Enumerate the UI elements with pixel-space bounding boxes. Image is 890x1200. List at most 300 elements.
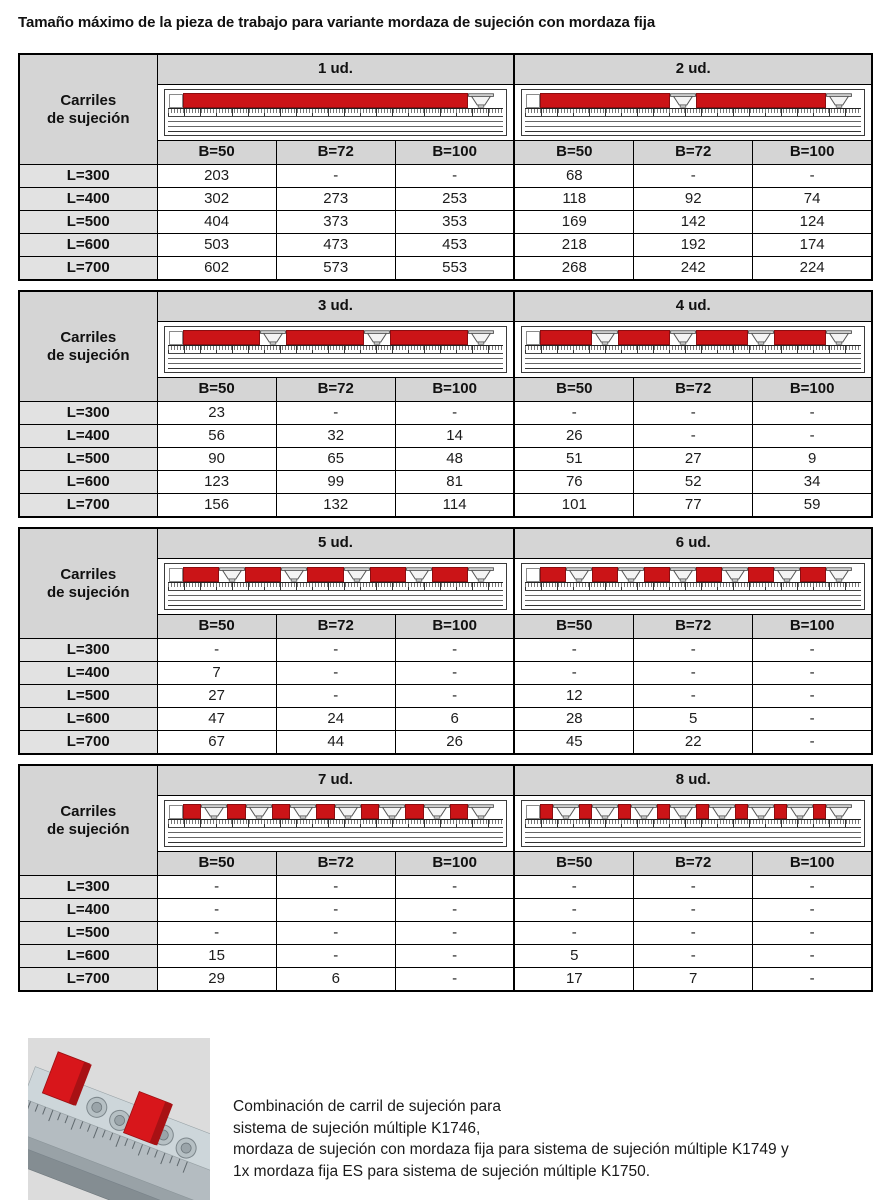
table-row (19, 402, 872, 425)
workpiece-bar (361, 804, 380, 819)
rail-profile-lines (525, 354, 861, 369)
workpiece-bar (540, 804, 553, 819)
data-cell: 74 (753, 188, 872, 211)
table-row (19, 708, 872, 731)
clamping-rail-table-1 (18, 53, 873, 281)
workpiece-bar (316, 804, 335, 819)
rail-end-notch (169, 568, 183, 582)
data-cell: - (157, 876, 276, 899)
data-cell: - (276, 876, 395, 899)
length-row-label: L=500 (19, 922, 157, 945)
length-row-label: L=400 (19, 425, 157, 448)
clamping-rail-table-4 (18, 764, 873, 992)
length-row-label: L=500 (19, 685, 157, 708)
data-cell: - (753, 945, 872, 968)
workpiece-bar (405, 804, 424, 819)
data-cell: 473 (276, 234, 395, 257)
data-cell: 6 (395, 708, 514, 731)
table-row (19, 876, 872, 899)
workpiece-bar (307, 567, 343, 582)
rail-top-row (168, 92, 504, 108)
tables-section (18, 53, 873, 992)
data-cell: 47 (157, 708, 276, 731)
rail-top-row (525, 803, 861, 819)
length-row-label: L=400 (19, 662, 157, 685)
product-combination-section (28, 1038, 890, 1200)
data-cell: - (753, 662, 872, 685)
rail-profile-lines (525, 591, 861, 606)
data-cell: - (395, 402, 514, 425)
data-cell: - (276, 165, 395, 188)
fixed-jaw-icon (379, 804, 405, 819)
width-header: B=50 (514, 852, 633, 876)
rail-illustration (164, 326, 508, 373)
workpiece-bar (696, 93, 826, 108)
data-cell: 27 (157, 685, 276, 708)
length-row-label: L=300 (19, 876, 157, 899)
width-header: B=100 (395, 852, 514, 876)
table-head (19, 528, 872, 639)
workpiece-bar (540, 567, 566, 582)
data-cell: 68 (514, 165, 633, 188)
data-cell: - (276, 922, 395, 945)
table-row (19, 685, 872, 708)
workpiece-bar (735, 804, 748, 819)
workpiece-bar (390, 330, 468, 345)
data-cell: 34 (753, 471, 872, 494)
data-cell: - (753, 165, 872, 188)
data-cell: - (753, 922, 872, 945)
corner-label-line: Carriles (60, 91, 117, 109)
data-cell: - (634, 922, 753, 945)
fixed-jaw-icon (670, 567, 696, 582)
data-cell: - (634, 876, 753, 899)
data-cell: - (276, 639, 395, 662)
data-cell: 553 (395, 257, 514, 281)
data-cell: - (395, 945, 514, 968)
data-cell: 573 (276, 257, 395, 281)
width-header: B=50 (157, 141, 276, 165)
clamping-rail-table-3 (18, 527, 873, 755)
table-row (19, 211, 872, 234)
illustration-cell (157, 322, 514, 378)
corner-label-line: de sujeción (46, 346, 130, 364)
data-cell: 7 (157, 662, 276, 685)
data-cell: - (276, 685, 395, 708)
table-row (19, 968, 872, 992)
length-row-label: L=400 (19, 899, 157, 922)
length-row-label: L=300 (19, 165, 157, 188)
workpiece-bar (800, 567, 826, 582)
fixed-jaw-icon (468, 330, 494, 345)
workpiece-bar (644, 567, 670, 582)
data-cell: 169 (514, 211, 633, 234)
data-cell: - (514, 402, 633, 425)
workpiece-bar (245, 567, 281, 582)
rail-ruler (525, 819, 861, 828)
fixed-jaw-icon (219, 567, 245, 582)
data-cell: - (514, 899, 633, 922)
width-header: B=100 (753, 615, 872, 639)
data-cell: - (395, 899, 514, 922)
data-cell: 5 (634, 708, 753, 731)
data-cell: - (395, 922, 514, 945)
rail-top-row (525, 566, 861, 582)
data-cell: - (276, 402, 395, 425)
fixed-jaw-icon (364, 330, 390, 345)
data-cell: 32 (276, 425, 395, 448)
data-cell: 12 (514, 685, 633, 708)
data-cell: 5 (514, 945, 633, 968)
length-row-label: L=600 (19, 234, 157, 257)
rail-profile-lines (168, 828, 504, 843)
illustration-cell (514, 322, 872, 378)
unit-header-row (19, 765, 872, 796)
rail-ruler (525, 582, 861, 591)
data-cell: - (753, 968, 872, 992)
workpiece-bar (813, 804, 826, 819)
rail-ruler (168, 582, 504, 591)
rail-top-row (525, 92, 861, 108)
unit-header-row (19, 528, 872, 559)
data-cell: 118 (514, 188, 633, 211)
width-header: B=100 (753, 378, 872, 402)
data-cell: 132 (276, 494, 395, 518)
data-cell: 23 (157, 402, 276, 425)
data-cell: 77 (634, 494, 753, 518)
fixed-jaw-icon (592, 330, 618, 345)
length-row-label: L=300 (19, 639, 157, 662)
data-cell: 203 (157, 165, 276, 188)
data-cell: 142 (634, 211, 753, 234)
workpiece-bar (540, 330, 592, 345)
table-row (19, 425, 872, 448)
data-cell: 123 (157, 471, 276, 494)
data-cell: 22 (634, 731, 753, 755)
length-row-label: L=700 (19, 968, 157, 992)
unit-count-header: 3 ud. (157, 291, 514, 322)
width-header: B=72 (276, 852, 395, 876)
unit-count-header: 1 ud. (157, 54, 514, 85)
fixed-jaw-icon (281, 567, 307, 582)
data-cell: 14 (395, 425, 514, 448)
workpiece-bar (657, 804, 670, 819)
workpiece-bar (432, 567, 468, 582)
table-row (19, 448, 872, 471)
width-header: B=50 (157, 615, 276, 639)
rail-illustration (164, 563, 508, 610)
data-cell: - (276, 899, 395, 922)
rail-profile-lines (168, 591, 504, 606)
data-cell: 253 (395, 188, 514, 211)
workpiece-bar (618, 804, 631, 819)
data-cell: 15 (157, 945, 276, 968)
data-cell: 27 (634, 448, 753, 471)
data-cell: 224 (753, 257, 872, 281)
illustration-cell (514, 796, 872, 852)
caption-line: 1x mordaza fija ES para sistema de sujeción múltiple K1750. (233, 1162, 650, 1180)
data-cell: - (514, 662, 633, 685)
fixed-jaw-icon (553, 804, 579, 819)
page-title: Tamaño máximo de la pieza de trabajo para variante mordaza de sujeción con mordaza fija (18, 14, 656, 31)
table-row (19, 731, 872, 755)
fixed-jaw-icon (631, 804, 657, 819)
workpiece-bar (540, 93, 670, 108)
table-body (19, 876, 872, 992)
workpiece-bar (183, 93, 469, 108)
length-row-label: L=600 (19, 945, 157, 968)
data-cell: 29 (157, 968, 276, 992)
corner-label-line: Carriles (60, 328, 117, 346)
fixed-jaw-icon (787, 804, 813, 819)
corner-label-line: Carriles (60, 565, 117, 583)
illustration-cell (157, 796, 514, 852)
rail-profile-lines (525, 117, 861, 132)
rail-illustration (164, 800, 508, 847)
rail-illustration (521, 326, 865, 373)
illustration-cell (514, 559, 872, 615)
rail-end-notch (526, 94, 540, 108)
fixed-jaw-icon (424, 804, 450, 819)
data-cell: 99 (276, 471, 395, 494)
length-row-label: L=500 (19, 211, 157, 234)
width-header: B=100 (753, 141, 872, 165)
unit-count-header: 4 ud. (514, 291, 872, 322)
data-cell: 26 (395, 731, 514, 755)
illustration-cell (157, 85, 514, 141)
fixed-jaw-icon (670, 93, 696, 108)
data-cell: 76 (514, 471, 633, 494)
corner-label-line: de sujeción (46, 820, 130, 838)
width-header: B=100 (395, 378, 514, 402)
illustration-cell (514, 85, 872, 141)
workpiece-bar (592, 567, 618, 582)
data-cell: 28 (514, 708, 633, 731)
fixed-jaw-icon (468, 804, 494, 819)
data-cell: 44 (276, 731, 395, 755)
fixed-jaw-icon (670, 330, 696, 345)
data-cell: 52 (634, 471, 753, 494)
data-cell: 124 (753, 211, 872, 234)
fixed-jaw-icon (290, 804, 316, 819)
data-cell: 192 (634, 234, 753, 257)
data-cell: - (753, 876, 872, 899)
data-cell: 268 (514, 257, 633, 281)
workpiece-bar (696, 804, 709, 819)
fixed-jaw-icon (748, 804, 774, 819)
rail-ruler (168, 345, 504, 354)
data-cell: - (634, 662, 753, 685)
workpiece-bar (183, 804, 202, 819)
unit-header-row (19, 54, 872, 85)
corner-label-line: de sujeción (46, 109, 130, 127)
fixed-jaw-icon (748, 330, 774, 345)
data-cell: - (157, 639, 276, 662)
data-cell: - (395, 165, 514, 188)
fixed-jaw-icon (722, 567, 748, 582)
workpiece-bar (286, 330, 364, 345)
width-header: B=50 (157, 378, 276, 402)
rail-ruler (168, 819, 504, 828)
data-cell: 45 (514, 731, 633, 755)
workpiece-bar (450, 804, 469, 819)
fixed-jaw-icon (826, 93, 852, 108)
data-cell: - (514, 922, 633, 945)
data-cell: - (276, 662, 395, 685)
width-header: B=72 (634, 378, 753, 402)
table-row (19, 639, 872, 662)
table-row (19, 165, 872, 188)
fixed-jaw-icon (826, 330, 852, 345)
corner-header (19, 291, 157, 402)
workpiece-bar (370, 567, 406, 582)
width-header: B=50 (514, 378, 633, 402)
data-cell: 9 (753, 448, 872, 471)
corner-label-line: Carriles (60, 802, 117, 820)
data-cell: - (634, 639, 753, 662)
table-row (19, 494, 872, 518)
data-cell: 156 (157, 494, 276, 518)
rail-profile-lines (168, 117, 504, 132)
table-row (19, 922, 872, 945)
length-row-label: L=600 (19, 471, 157, 494)
data-cell: 242 (634, 257, 753, 281)
rail-top-row (168, 566, 504, 582)
rail-end-notch (526, 805, 540, 819)
data-cell: 67 (157, 731, 276, 755)
data-cell: 218 (514, 234, 633, 257)
data-cell: 503 (157, 234, 276, 257)
width-header: B=100 (395, 615, 514, 639)
data-cell: - (634, 945, 753, 968)
unit-count-header: 8 ud. (514, 765, 872, 796)
data-cell: 92 (634, 188, 753, 211)
table-row (19, 471, 872, 494)
width-header: B=72 (276, 141, 395, 165)
data-cell: - (395, 639, 514, 662)
length-row-label: L=300 (19, 402, 157, 425)
fixed-jaw-icon (592, 804, 618, 819)
workpiece-bar (183, 330, 261, 345)
workpiece-bar (618, 330, 670, 345)
data-cell: 59 (753, 494, 872, 518)
table-row (19, 257, 872, 281)
data-cell: - (753, 685, 872, 708)
data-cell: - (634, 899, 753, 922)
rail-profile-lines (525, 828, 861, 843)
width-header: B=72 (276, 615, 395, 639)
width-header: B=50 (514, 141, 633, 165)
rail-illustration (521, 800, 865, 847)
data-cell: - (276, 945, 395, 968)
workpiece-bar (183, 567, 219, 582)
rail-ruler (525, 345, 861, 354)
workpiece-bar (774, 804, 787, 819)
data-cell: 26 (514, 425, 633, 448)
fixed-jaw-icon (709, 804, 735, 819)
corner-label-line: de sujeción (46, 583, 130, 601)
length-row-label: L=400 (19, 188, 157, 211)
rail-top-row (168, 329, 504, 345)
table-row (19, 899, 872, 922)
caption-line: mordaza de sujeción con mordaza fija para sistema de sujeción múltiple K1749 y (233, 1141, 789, 1158)
data-cell: 56 (157, 425, 276, 448)
data-cell: 81 (395, 471, 514, 494)
data-cell: 302 (157, 188, 276, 211)
data-cell: 174 (753, 234, 872, 257)
width-header: B=100 (753, 852, 872, 876)
unit-count-header: 2 ud. (514, 54, 872, 85)
product-photo (28, 1038, 210, 1200)
data-cell: 453 (395, 234, 514, 257)
data-cell: 24 (276, 708, 395, 731)
corner-header (19, 528, 157, 639)
illustration-cell (157, 559, 514, 615)
length-row-label: L=500 (19, 448, 157, 471)
rail-end-notch (526, 331, 540, 345)
data-cell: - (157, 899, 276, 922)
width-header: B=72 (634, 615, 753, 639)
table-body (19, 165, 872, 281)
data-cell: - (634, 685, 753, 708)
unit-count-header: 7 ud. (157, 765, 514, 796)
table-head (19, 54, 872, 165)
rail-profile-lines (168, 354, 504, 369)
data-cell: 273 (276, 188, 395, 211)
workpiece-bar (696, 330, 748, 345)
data-cell: - (753, 402, 872, 425)
unit-count-header: 6 ud. (514, 528, 872, 559)
data-cell: - (753, 899, 872, 922)
fixed-jaw-icon (260, 330, 286, 345)
fixed-jaw-icon (201, 804, 227, 819)
workpiece-bar (774, 330, 826, 345)
fixed-jaw-icon (566, 567, 592, 582)
table-head (19, 765, 872, 876)
data-cell: 114 (395, 494, 514, 518)
data-cell: 65 (276, 448, 395, 471)
rail-illustration (164, 89, 508, 136)
data-cell: 373 (276, 211, 395, 234)
width-header: B=50 (514, 615, 633, 639)
data-cell: - (753, 708, 872, 731)
corner-header (19, 765, 157, 876)
caption (233, 1038, 789, 1182)
length-row-label: L=700 (19, 257, 157, 281)
rail-end-notch (526, 568, 540, 582)
rail-end-notch (169, 805, 183, 819)
rail-ruler (525, 108, 861, 117)
data-cell: 602 (157, 257, 276, 281)
fixed-jaw-icon (406, 567, 432, 582)
fixed-jaw-icon (826, 804, 852, 819)
table-head (19, 291, 872, 402)
width-header: B=72 (634, 141, 753, 165)
table-body (19, 639, 872, 755)
rail-end-notch (169, 94, 183, 108)
workpiece-bar (227, 804, 246, 819)
data-cell: - (753, 731, 872, 755)
data-cell: 101 (514, 494, 633, 518)
fixed-jaw-icon (670, 804, 696, 819)
rail-top-row (525, 329, 861, 345)
rail-top-row (168, 803, 504, 819)
data-cell: - (157, 922, 276, 945)
data-cell: 48 (395, 448, 514, 471)
data-cell: 7 (634, 968, 753, 992)
fixed-jaw-icon (335, 804, 361, 819)
workpiece-bar (272, 804, 291, 819)
